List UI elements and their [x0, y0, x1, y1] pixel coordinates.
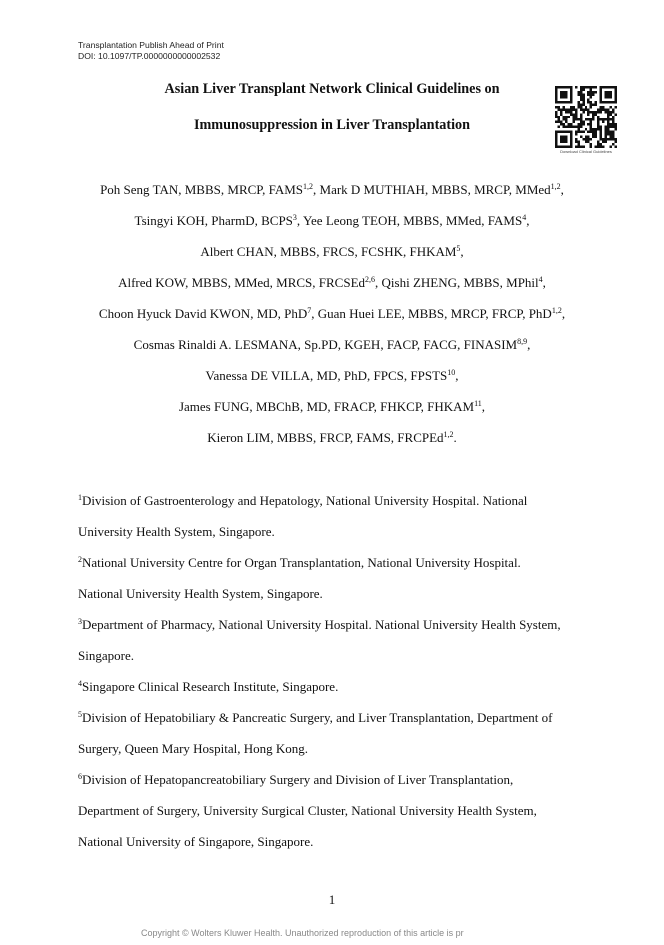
- affiliation-line: [78, 679, 598, 695]
- author-separator: ,: [526, 213, 530, 228]
- author-name: Guan Huei LEE, MBBS, MRCP, FRCP, PhD: [317, 306, 552, 321]
- journal-header: [78, 40, 224, 61]
- author-line: [0, 213, 664, 229]
- affiliation-text: Singapore Clinical Research Institute, Singapore.: [82, 679, 339, 694]
- author-line: [0, 306, 664, 322]
- author-separator: ,: [375, 275, 382, 290]
- affiliation-line: [78, 586, 598, 602]
- affiliation-text: Department of Surgery, University Surgical Cluster, National University Health System,: [78, 803, 537, 818]
- author-name: Qishi ZHENG, MBBS, MPhil: [381, 275, 539, 290]
- affiliation-number: 1: [78, 493, 82, 502]
- author-name: Cosmas Rinaldi A. LESMANA, Sp.PD, KGEH, FACP, FACG, FINASIM: [133, 337, 518, 352]
- author-affiliation-marker: 1,2: [303, 182, 314, 191]
- affiliation-line: [78, 648, 598, 664]
- affiliation-text: Singapore.: [78, 648, 134, 663]
- author-affiliation-marker: 11: [474, 399, 482, 408]
- affiliation-number: 3: [78, 617, 82, 626]
- author-name: Vanessa DE VILLA, MD, PhD, FPCS, FPSTS: [205, 368, 448, 383]
- affiliation-line: [78, 834, 598, 850]
- author-affiliation-marker: 7: [307, 306, 312, 315]
- author-name: Poh Seng TAN, MBBS, MRCP, FAMS: [100, 182, 304, 197]
- author-line: [0, 182, 664, 198]
- qr-caption: Download Clinical Guidelines: [560, 149, 612, 154]
- author-separator: .: [453, 430, 457, 445]
- author-affiliation-marker: 5: [456, 244, 461, 253]
- affiliation-text: University Health System, Singapore.: [78, 524, 275, 539]
- author-affiliation-marker: 1,2: [550, 182, 561, 191]
- author-affiliation-marker: 8,9: [517, 337, 528, 346]
- affiliation-line: [78, 803, 598, 819]
- author-line: [0, 399, 664, 415]
- author-line: [0, 430, 664, 446]
- affiliation-line: [78, 617, 598, 633]
- author-affiliation-marker: 4: [538, 275, 543, 284]
- author-separator: ,: [561, 306, 566, 321]
- title-line-2: Immunosuppression in Liver Transplantation: [193, 117, 471, 133]
- author-separator: ,: [481, 399, 486, 414]
- affiliation-text: Division of Gastroenterology and Hepatology, National University Hospital. National: [82, 493, 528, 508]
- affiliation-line: [78, 772, 598, 788]
- affiliation-text: National University Centre for Organ Transplantation, National University Hospital.: [82, 555, 521, 570]
- affiliation-line: [78, 524, 598, 540]
- author-name: Kieron LIM, MBBS, FRCP, FAMS, FRCPEd: [207, 430, 444, 445]
- affiliation-number: 4: [78, 679, 82, 688]
- author-name: Albert CHAN, MBBS, FRCS, FCSHK, FHKAM: [200, 244, 457, 259]
- journal-name: Transplantation Publish Ahead of Print: [78, 40, 224, 50]
- affiliation-line: [78, 741, 598, 757]
- author-separator: ,: [311, 306, 318, 321]
- author-separator: ,: [460, 244, 464, 259]
- author-name: James FUNG, MBChB, MD, FRACP, FHKCP, FHKAM: [178, 399, 475, 414]
- author-name: Choon Hyuck David KWON, MD, PhD: [98, 306, 308, 321]
- copyright-notice: Copyright © Wolters Kluwer Health. Unauthorized reproduction of this article is pr: [141, 928, 464, 938]
- affiliation-text: National University Health System, Singapore.: [78, 586, 323, 601]
- author-line: [0, 275, 664, 291]
- author-affiliation-marker: 4: [522, 213, 527, 222]
- author-separator: ,: [527, 337, 531, 352]
- affiliation-line: [78, 555, 598, 571]
- author-line: [0, 244, 664, 260]
- author-affiliation-marker: 10: [447, 368, 456, 377]
- author-line: [0, 368, 664, 384]
- affiliation-number: 5: [78, 710, 82, 719]
- author-separator: ,: [455, 368, 459, 383]
- doi: DOI: 10.1097/TP.0000000000002532: [78, 50, 221, 61]
- affiliation-text: Division of Hepatopancreatobiliary Surgery and Division of Liver Transplantation,: [82, 772, 514, 787]
- author-affiliation-marker: 1,2: [551, 306, 562, 315]
- affiliation-line: [78, 710, 598, 726]
- affiliation-number: 2: [78, 555, 82, 564]
- author-name: Mark D MUTHIAH, MBBS, MRCP, MMed: [319, 182, 551, 197]
- affiliation-text: Department of Pharmacy, National University Hospital. National University Health System,: [82, 617, 561, 632]
- author-name: Alfred KOW, MBBS, MMed, MRCS, FRCSEd: [118, 275, 366, 290]
- author-affiliation-marker: 1,2: [443, 430, 454, 439]
- affiliation-number: 6: [78, 772, 82, 781]
- author-separator: ,: [296, 213, 303, 228]
- author-affiliation-marker: 3: [292, 213, 297, 222]
- author-name: Yee Leong TEOH, MBBS, MMed, FAMS: [302, 213, 523, 228]
- affiliation-text: Division of Hepatobiliary & Pancreatic Surgery, and Liver Transplantation, Department of: [82, 710, 553, 725]
- author-separator: ,: [313, 182, 320, 197]
- author-name: Tsingyi KOH, PharmD, BCPS: [134, 213, 293, 228]
- page-number: 1: [328, 892, 336, 907]
- affiliation-text: National University of Singapore, Singapore.: [78, 834, 314, 849]
- title-line-1: Asian Liver Transplant Network Clinical Guidelines on: [164, 81, 500, 97]
- affiliation-text: Surgery, Queen Mary Hospital, Hong Kong.: [78, 741, 308, 756]
- affiliation-line: [78, 493, 598, 509]
- author-line: [0, 337, 664, 353]
- author-separator: ,: [542, 275, 546, 290]
- author-separator: ,: [560, 182, 564, 197]
- qr-code-icon[interactable]: [555, 86, 617, 148]
- author-affiliation-marker: 2,6: [365, 275, 376, 284]
